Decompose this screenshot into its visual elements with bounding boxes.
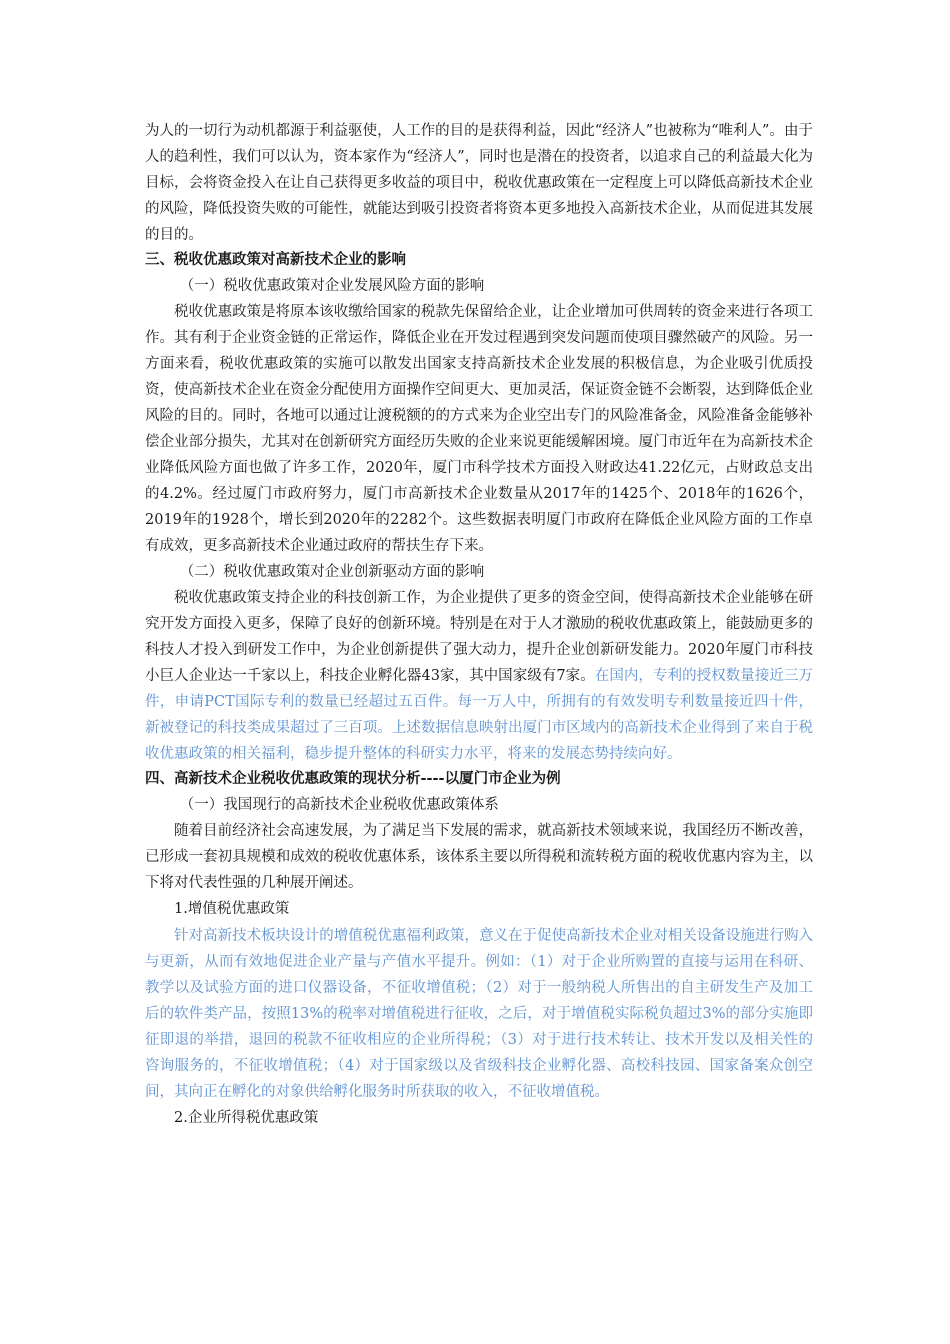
subsection-heading-4-1: （一）我国现行的高新技术企业税收优惠政策体系 — [179, 797, 499, 813]
paragraph-innovation — [145, 585, 813, 767]
subsection-heading-3-2: （二）税收优惠政策对企业创新驱动方面的影响 — [179, 564, 485, 580]
paragraph-risk: 税收优惠政策是将原本该收缴给国家的税款先保留给企业，让企业增加可供周转的资金来进行各项工作。其有利于企业资金链的正常运作，降低企业在开发过程遇到突发问题而使项目骤然破产的风险。另一方面来看，税收优惠政策的实施可以散发出国家支持高新技术企业发展的积极信息，为企业吸引优质投资，使高新技术企业在资金分配使用方面操作空间更大、更加灵活，保证资金链不会断裂，达到降低企业风险的目的。同时，各地可以通过让渡税额的的方式来为企业空出专门的风险准备金，风险准备金能够补偿企业部分损失，尤其对在创新研究方面经历失败的企业来说更能缓解困境。厦门市近年在为高新技术企业降低风险方面也做了许多工作，2020年，厦门市科学技术方面投入财政达41.22亿元，占财政总支出的4.2%。经过厦门市政府努力，厦门市高新技术企业数量从2017年的1425个、2018年的1626个，2019年的1928个，增长到2020年的2282个。这些数据表明厦门市政府在降低企业风险方面的工作卓有成效，更多高新技术企业通过政府的帮扶生存下来。 — [145, 304, 813, 554]
paragraph-tax-system: 随着目前经济社会高速发展，为了满足当下发展的需求，就高新技术领域来说，我国经历不断改善，已形成一套初具规模和成效的税收优惠体系，该体系主要以所得税和流转税方面的税收优惠内容为主，以下将对代表性强的几种展开阐述。 — [145, 823, 813, 891]
document-page — [145, 118, 813, 1132]
item-corporate-income-tax-policy: 2.企业所得税优惠政策 — [174, 1110, 319, 1126]
subsection-heading-3-1: （一）税收优惠政策对企业发展风险方面的影响 — [179, 278, 485, 294]
intro-paragraph: 为人的一切行为动机都源于利益驱使，人工作的目的是获得利益，因此“经济人”也被称为“唯利人”。由于人的趋利性，我们可以认为，资本家作为“经济人”，同时也是潜在的投资者，以追求自己的利益最大化为目标，会将资金投入在让自己获得更多收益的项目中，税收优惠政策在一定程度上可以降低高新技术企业的风险，降低投资失败的可能性，就能达到吸引投资者将资本更多地投入高新技术企业，从而促进其发展的目的。 — [145, 123, 813, 243]
section-heading-4: 四、高新技术企业税收优惠政策的现状分析----以厦门市企业为例 — [145, 771, 561, 787]
paragraph-innovation-highlight: 在国内，专利的授权数量接近三万件，申请PCT国际专利的数量已经超过五百件。每一万人中，所拥有的有效发明专利数量接近四十件，新被登记的科技类成果超过了三百项。上述数据信息映射出厦门市区域内的高新技术企业得到了来自于税收优惠政策的相关福利，稳步提升整体的科研实力水平，将来的发展态势持续向好。 — [145, 668, 813, 762]
section-heading-3: 三、税收优惠政策对高新技术企业的影响 — [145, 252, 406, 268]
paragraph-innovation-text: 税收优惠政策支持企业的科技创新工作，为企业提供了更多的资金空间，使得高新技术企业能够在研究开发方面投入更多，保障了良好的创新环境。特别是在对于人才激励的税收优惠政策上，能鼓励更多的科技人才投入到研发工作中，为企业创新提供了强大动力，提升企业创新研发能力。2020年厦门市科技小巨人企业达一千家以上，科技企业孵化器43家，其中国家级有7家。 — [145, 590, 813, 684]
item-vat-policy: 1.增值税优惠政策 — [174, 901, 290, 917]
paragraph-vat: 针对高新技术板块设计的增值税优惠福利政策，意义在于促使高新技术企业对相关设备设施进行购入与更新，从而有效地促进企业产量与产值水平提升。例如：（1）对于企业所购置的直接与运用在科研、教学以及试验方面的进口仪器设备，不征收增值税；（2）对于一般纳税人所售出的自主研发生产及加工后的软件类产品，按照13%的税率对增值税进行征收，之后，对于增值税实际税负超过3%的部分实施即征即退的举措，退回的税款不征收相应的企业所得税；（3）对于进行技术转让、技术开发以及相关性的咨询服务的，不征收增值税；（4）对于国家级以及省级科技企业孵化器、高校科技园、国家备案众创空间，其向正在孵化的对象供给孵化服务时所获取的收入，不征收增值税。 — [145, 928, 813, 1100]
